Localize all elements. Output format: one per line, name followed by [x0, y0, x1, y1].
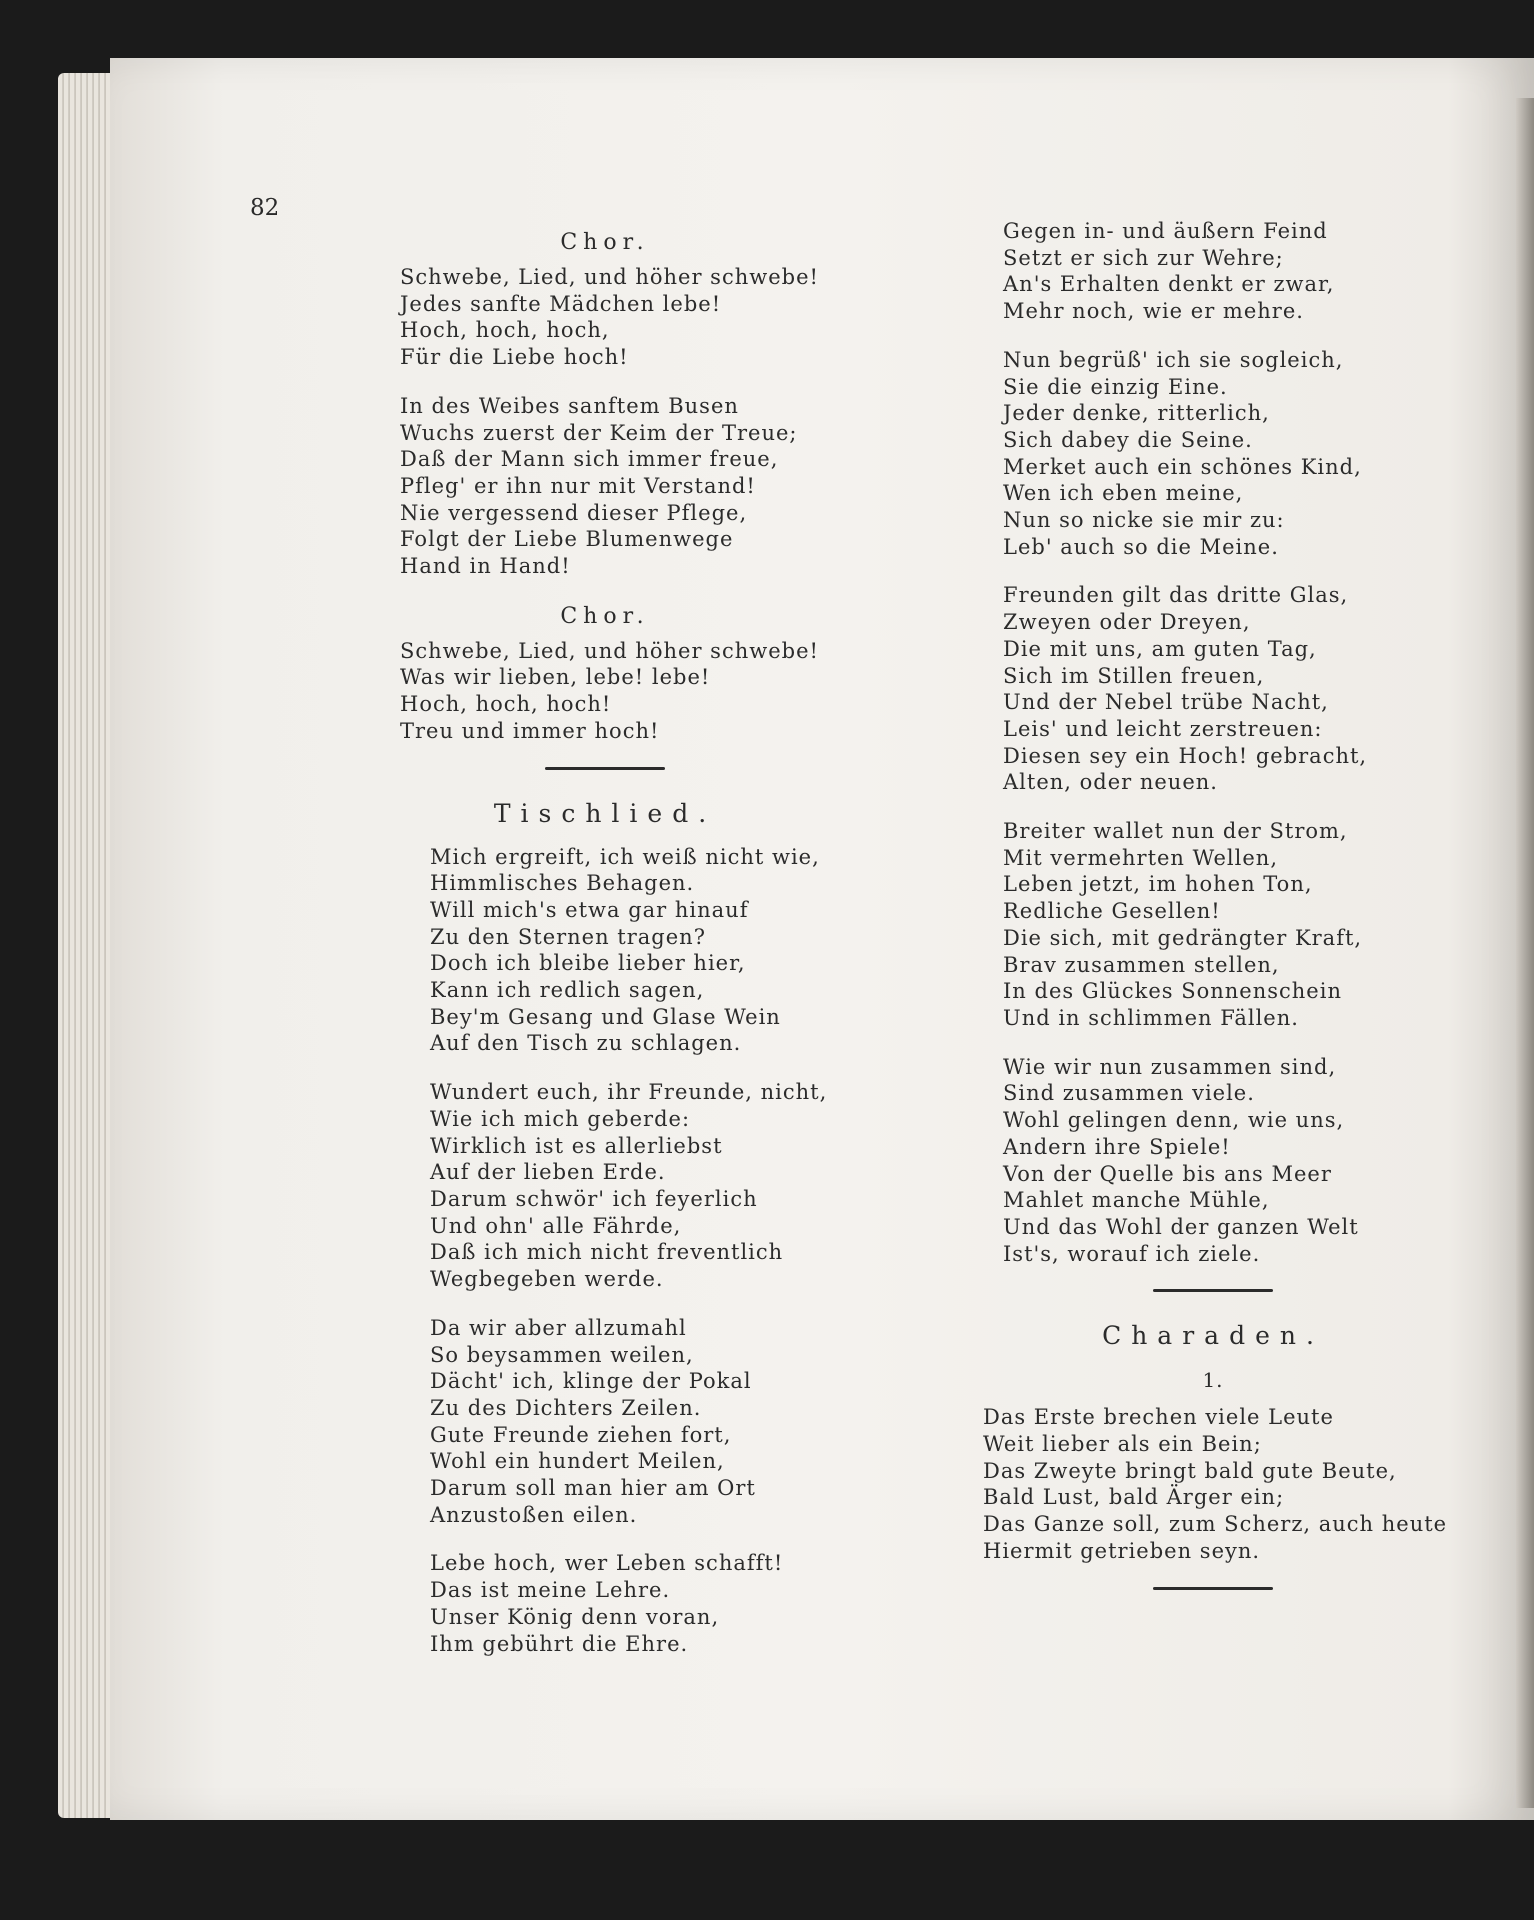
verse-line: Und das Wohl der ganzen Welt	[1003, 1214, 1359, 1239]
verse-line: Darum soll man hier am Ort	[430, 1476, 756, 1501]
stanza	[400, 393, 810, 580]
verse-line: Nun so nicke sie mir zu:	[1003, 508, 1285, 533]
verse-line: Merket auch ein schönes Kind,	[1003, 454, 1362, 479]
verse-line: Auf der lieben Erde.	[430, 1160, 666, 1185]
verse-line: Wegbegeben werde.	[430, 1267, 664, 1292]
verse-line: Will mich's etwa gar hinauf	[430, 897, 749, 922]
verse-line: Redliche Gesellen!	[1003, 899, 1221, 924]
verse-line: Und ohn' alle Fährde,	[430, 1213, 682, 1238]
stanza	[1003, 1054, 1423, 1268]
verse-line: Ist's, worauf ich ziele.	[1003, 1241, 1261, 1266]
verse-line: Sich im Stillen freuen,	[1003, 663, 1265, 688]
verse-line: Nun begrüß' ich sie sogleich,	[1003, 347, 1344, 372]
verse-line: Ihm gebührt die Ehre.	[430, 1631, 689, 1656]
verse-line: Folgt der Liebe Blumenwege	[400, 527, 734, 552]
verse-line: Andern ihre Spiele!	[1003, 1134, 1231, 1159]
verse-line: Von der Quelle bis ans Meer	[1003, 1161, 1332, 1186]
verse-line: In des Weibes sanftem Busen	[400, 393, 739, 418]
verse-line: Hand in Hand!	[400, 554, 571, 579]
verse-line: Kann ich redlich sagen,	[430, 978, 705, 1003]
verse-line: Darum schwör' ich feyerlich	[430, 1186, 758, 1211]
verse-line: Weit lieber als ein Bein;	[983, 1432, 1262, 1457]
verse-line: Hiermit getrieben seyn.	[983, 1538, 1261, 1563]
verse-line: Und der Nebel trübe Nacht,	[1003, 690, 1329, 715]
verse-line: Da wir aber allzumahl	[430, 1315, 687, 1340]
verse-line: Schwebe, Lied, und höher schwebe!	[400, 265, 819, 289]
verse-line: Mit vermehrten Wellen,	[1003, 845, 1278, 870]
verse-line: Brav zusammen stellen,	[1003, 952, 1280, 977]
verse-line: Wirklich ist es allerliebst	[430, 1133, 723, 1158]
verse-line: Bald Lust, bald Ärger ein;	[983, 1485, 1285, 1510]
verse-line: An's Erhalten denkt er zwar,	[1003, 272, 1335, 297]
verse-line: Schwebe, Lied, und höher schwebe!	[400, 638, 819, 663]
verse-line: In des Glückes Sonnenschein	[1003, 979, 1342, 1004]
verse-line: Leb' auch so die Meine.	[1003, 534, 1279, 559]
verse-line: Die mit uns, am guten Tag,	[1003, 636, 1317, 661]
verse-line: Himmlisches Behagen.	[430, 871, 695, 896]
chorus-stanza	[400, 638, 819, 745]
verse-line: Wohl gelingen denn, wie uns,	[1003, 1108, 1345, 1133]
verse-line: Anzustoßen eilen.	[430, 1502, 638, 1527]
page-number: 82	[250, 195, 280, 221]
verse-line: Treu und immer hoch!	[400, 718, 660, 743]
verse-line: Alten, oder neuen.	[1003, 770, 1218, 795]
verse-line: Wundert euch, ihr Freunde, nicht,	[430, 1080, 828, 1105]
verse-line: Das Ganze soll, zum Scherz, auch heute	[983, 1512, 1448, 1537]
verse-line: Breiter wallet nun der Strom,	[1003, 819, 1348, 844]
chorus-stanza	[400, 264, 819, 371]
verse-line: Wie ich mich geberde:	[430, 1106, 691, 1131]
verse-line: Wen ich eben meine,	[1003, 481, 1244, 506]
verse-line: Jeder denke, ritterlich,	[1003, 401, 1270, 426]
book-gutter	[1516, 98, 1534, 1808]
verse-line: Die sich, mit gedrängter Kraft,	[1003, 925, 1363, 950]
verse-line: Das Zweyte bringt bald gute Beute,	[983, 1458, 1397, 1483]
verse-line: Lebe hoch, wer Leben schafft!	[430, 1551, 784, 1576]
verse-line: Sind zusammen viele.	[1003, 1081, 1255, 1106]
verse-line: Daß der Mann sich immer freue,	[400, 447, 779, 472]
stanza	[1003, 218, 1423, 325]
verse-line: Setzt er sich zur Wehre;	[1003, 245, 1284, 270]
verse-line: Zu den Sternen tragen?	[430, 924, 706, 949]
verse-line: Pfleg' er ihn nur mit Verstand!	[400, 473, 756, 498]
stanza	[1003, 818, 1423, 1032]
poem-title: Tischlied.	[493, 798, 717, 828]
verse-line: Was wir lieben, lebe! lebe!	[400, 665, 711, 690]
verse-line: Gegen in- und äußern Feind	[1003, 219, 1328, 243]
verse-line: So beysammen weilen,	[430, 1342, 694, 1367]
verse-line: Daß ich mich nicht freventlich	[430, 1240, 784, 1265]
stanza	[983, 1404, 1448, 1564]
stanza	[400, 1550, 810, 1657]
verse-line: Unser König denn voran,	[430, 1604, 720, 1629]
stanza	[400, 1315, 810, 1529]
chorus-heading: Chor.	[560, 603, 650, 629]
verse-line: Wohl ein hundert Meilen,	[430, 1449, 725, 1474]
verse-line: Gute Freunde ziehen fort,	[430, 1422, 732, 1447]
verse-line: Nie vergessend dieser Pflege,	[400, 500, 748, 525]
verse-line: Dächt' ich, klinge der Pokal	[430, 1369, 752, 1394]
section-rule	[1153, 1587, 1273, 1590]
verse-line: Hoch, hoch, hoch!	[400, 692, 612, 717]
stanza	[400, 844, 820, 1058]
verse-line: Wie wir nun zusammen sind,	[1003, 1054, 1337, 1079]
verse-line: Leben jetzt, im hohen Ton,	[1003, 872, 1313, 897]
left-column	[400, 228, 828, 1679]
verse-line: Wuchs zuerst der Keim der Treue;	[400, 420, 798, 445]
verse-line: Freunden gilt das dritte Glas,	[1003, 583, 1349, 608]
verse-line: Mich ergreift, ich weiß nicht wie,	[430, 844, 820, 869]
section-rule	[1153, 1289, 1273, 1292]
verse-line: Hoch, hoch, hoch,	[400, 318, 610, 343]
verse-line: Zu des Dichters Zeilen.	[430, 1395, 702, 1420]
verse-line: Das Erste brechen viele Leute	[983, 1405, 1334, 1430]
verse-line: Leis' und leicht zerstreuen:	[1003, 716, 1323, 741]
charade-number: 1.	[1202, 1368, 1224, 1393]
stanza	[1003, 582, 1423, 796]
section-title: Charaden.	[1102, 1321, 1324, 1351]
verse-line: Sie die einzig Eine.	[1003, 374, 1228, 399]
stanza	[400, 1079, 828, 1293]
verse-line: Das ist meine Lehre.	[430, 1578, 671, 1603]
verse-line: Doch ich bleibe lieber hier,	[430, 951, 746, 976]
section-rule	[545, 767, 665, 770]
verse-line: Auf den Tisch zu schlagen.	[430, 1031, 742, 1056]
verse-line: Mehr noch, wie er mehre.	[1003, 299, 1304, 324]
verse-line: Sich dabey die Seine.	[1003, 427, 1253, 452]
right-column	[983, 218, 1448, 1618]
verse-line: Und in schlimmen Fällen.	[1003, 1005, 1299, 1030]
verse-line: Diesen sey ein Hoch! gebracht,	[1003, 743, 1368, 768]
verse-line: Jedes sanfte Mädchen lebe!	[400, 291, 722, 316]
verse-line: Mahlet manche Mühle,	[1003, 1188, 1270, 1213]
verse-line: Zweyen oder Dreyen,	[1003, 610, 1251, 635]
chorus-heading: Chor.	[560, 230, 650, 255]
verse-line: Für die Liebe hoch!	[400, 345, 629, 370]
stanza	[1003, 347, 1423, 561]
verse-line: Bey'm Gesang und Glase Wein	[430, 1004, 781, 1029]
